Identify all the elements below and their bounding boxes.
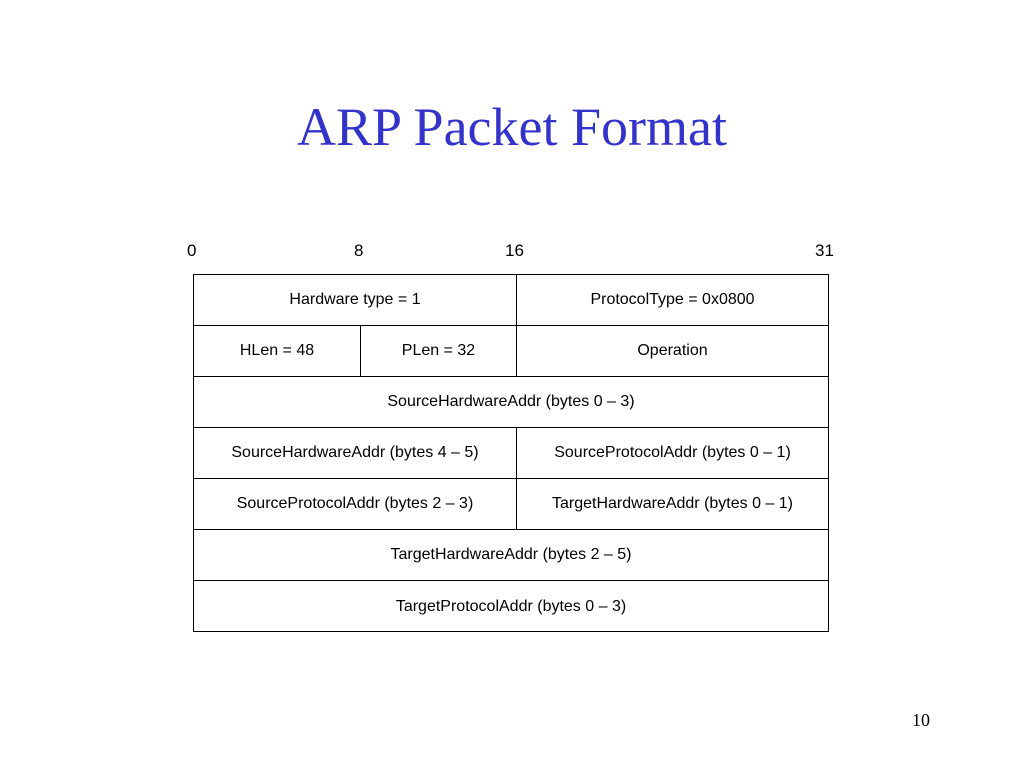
field-hlen: HLen = 48 (239, 342, 315, 359)
field-plen: PLen = 32 (360, 326, 516, 376)
packet-row (194, 428, 828, 479)
packet-row (194, 275, 828, 326)
bit-position-16: 16 (505, 241, 524, 260)
field-source-protocol-addr-0-1: SourceProtocolAddr (bytes 0 – 1) (516, 428, 828, 478)
bit-position-0: 0 (187, 241, 197, 260)
slide-title: ARP Packet Format (297, 97, 727, 157)
arp-packet-diagram (193, 274, 829, 632)
field-source-protocol-addr-2-3: SourceProtocolAddr (bytes 2 – 3) (236, 495, 474, 512)
field-source-hardware-addr-0-3: SourceHardwareAddr (bytes 0 – 3) (387, 393, 635, 410)
packet-row (194, 479, 828, 530)
field-target-hardware-addr-2-5: TargetHardwareAddr (bytes 2 – 5) (390, 546, 632, 563)
field-source-hardware-addr-4-5: SourceHardwareAddr (bytes 4 – 5) (231, 444, 479, 461)
packet-row (194, 530, 828, 581)
packet-row (194, 377, 828, 428)
bit-position-31: 31 (815, 241, 834, 260)
field-hardware-type: Hardware type = 1 (289, 291, 421, 308)
packet-row (194, 581, 828, 632)
field-target-protocol-addr-0-3: TargetProtocolAddr (bytes 0 – 3) (395, 597, 627, 615)
bit-position-8: 8 (354, 241, 364, 260)
page-number: 10 (912, 710, 930, 730)
field-target-hardware-addr-0-1: TargetHardwareAddr (bytes 0 – 1) (516, 479, 828, 529)
field-operation: Operation (516, 326, 828, 376)
field-protocol-type: ProtocolType = 0x0800 (516, 275, 828, 325)
packet-row (194, 326, 828, 377)
